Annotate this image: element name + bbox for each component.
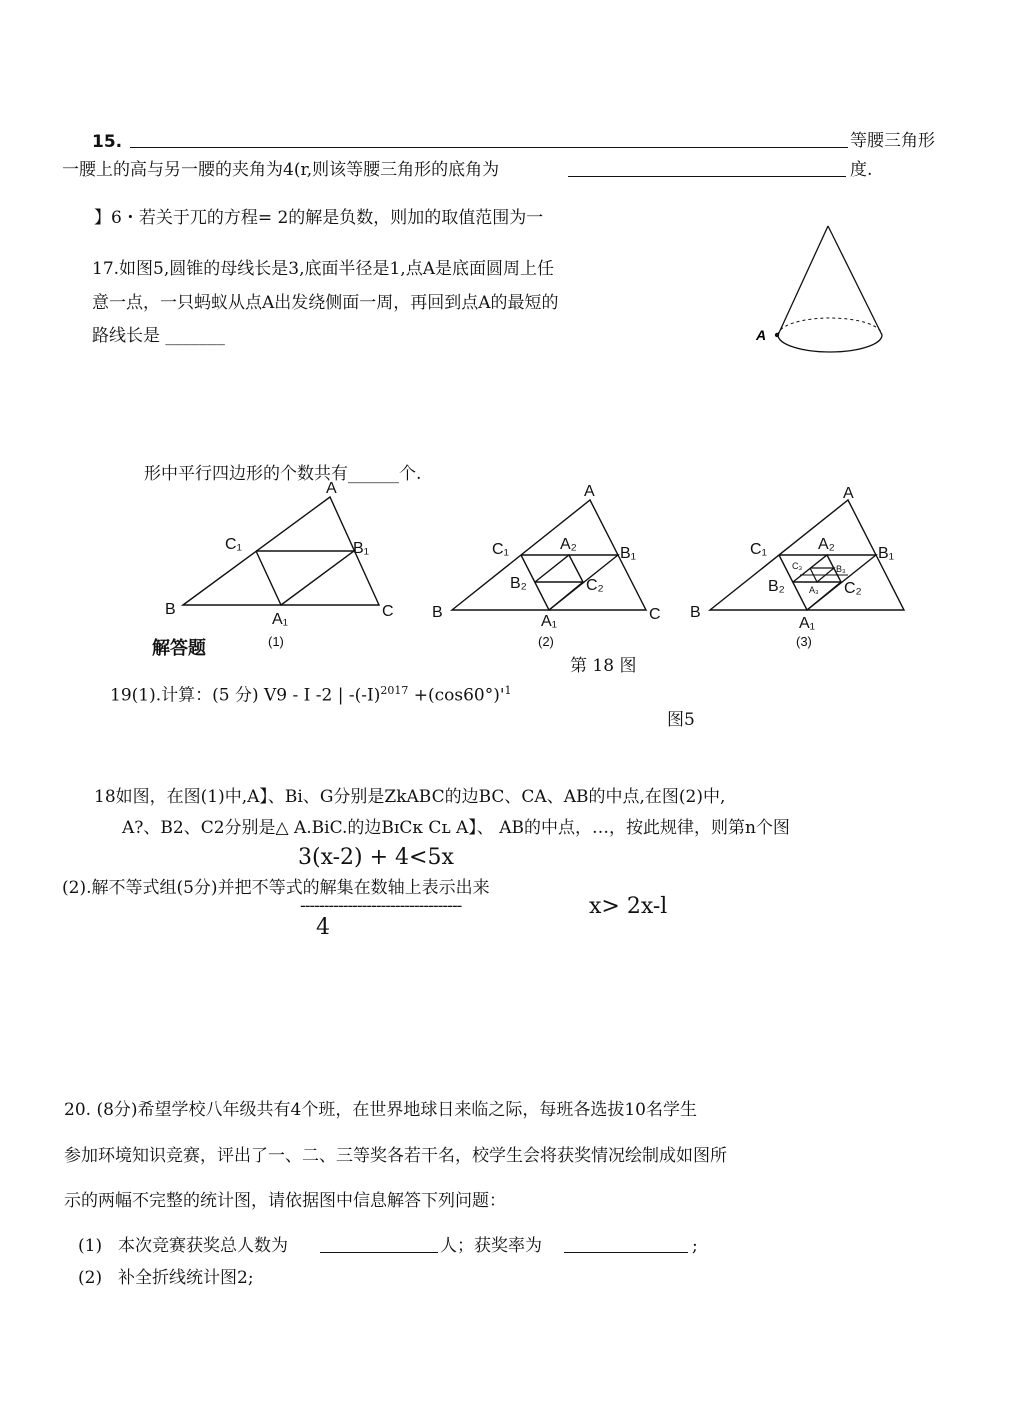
fig18-sub1: (1)	[268, 634, 284, 649]
q20-sub1-b: 人；获奖率为	[440, 1236, 542, 1256]
fig18-1-label-b: B	[165, 601, 176, 618]
fig18-2-label-c1: C₁	[492, 541, 509, 558]
q20-sub2-num: (2)	[78, 1268, 103, 1288]
fig18-3-label-b: B	[690, 604, 701, 621]
fig18-3-label-a1: A₁	[799, 615, 816, 632]
fig18-caption: 第 18 图	[570, 656, 637, 676]
q20-sub2: 补全折线统计图2;	[118, 1268, 254, 1288]
q20-sub1-c: ;	[692, 1236, 698, 1256]
fig18-3-label-c3: C₃	[792, 561, 803, 571]
fig18-1-label-a1: A₁	[272, 611, 289, 628]
q15-blank-2	[568, 162, 846, 181]
fig18-3-label-c1: C₁	[750, 541, 767, 558]
fig18-1-label-b1: B₁	[353, 540, 370, 557]
q17-line2: 意一点，一只蚂蚁从点A出发绕侧面一周，再回到点A的最短的	[92, 293, 559, 313]
q19-rest: +(cos60°)'	[408, 685, 505, 706]
fig18-2-label-b1: B₁	[620, 545, 637, 562]
fig18-2-label-c2: C₂	[586, 577, 604, 594]
fig18-2-label-a2: A₂	[560, 536, 577, 553]
ineq-right: x> 2x-l	[589, 894, 668, 919]
fig18-3-label-a: A	[843, 485, 854, 502]
fig18-2-label-b: B	[432, 604, 443, 621]
q19-exp2: 1	[504, 684, 512, 697]
q20-line2: 参加环境知识竞赛，评出了一、二、三等奖各若干名，校学生会将获奖情况绘制成如图所	[64, 1146, 727, 1166]
fig18-3-label-a3: A₃	[809, 585, 819, 595]
q15-line2-end: 度.	[850, 160, 873, 180]
fig18-2-label-b2: B₂	[510, 575, 527, 592]
fig18-3-label-b3: B₃	[836, 564, 846, 574]
fig18-3-label-a2: A₂	[818, 536, 835, 553]
fig5-label: 图5	[667, 710, 695, 730]
q15-number: 15.	[92, 132, 123, 152]
fig18-1-label-c1: C₁	[225, 536, 242, 553]
q15-blank-1	[130, 133, 848, 152]
q18-top-text: 形中平行四边形的个数共有______个.	[144, 464, 422, 484]
q20-sub1-blank2	[564, 1238, 688, 1257]
fig18-2-label-c: C	[649, 606, 661, 623]
q18-line1: 18如图，在图(1)中,A】、Bi、G分别是ZkABC的边BC、CA、AB的中点,在图(2)中,	[94, 787, 726, 807]
q17-line1: 17.如图5,圆锥的母线长是3,底面半径是1,点A是底面圆周上任	[92, 259, 554, 279]
fig18-3-label-b2: B₂	[768, 578, 785, 595]
fig18-2-label-a: A	[584, 483, 595, 500]
q19-label: 19(1).计算：(5 分) V9 - I -2 | -(-I)	[110, 685, 381, 706]
ineq-bottom: 4	[316, 915, 330, 940]
cone-label-a: A	[756, 327, 767, 343]
fig18-sub2: (2)	[538, 634, 554, 649]
q20-line1: 20. (8分)希望学校八年级共有4个班，在世界地球日来临之际，每班各选拔10名学生	[64, 1100, 697, 1120]
ineq-dashes: ----------------------------------	[300, 896, 462, 916]
fig18-1-label-c: C	[382, 603, 394, 620]
q20-sub1-a: 本次竞赛获奖总人数为	[118, 1236, 288, 1256]
fig18-2-label-a1: A₁	[541, 613, 558, 630]
fig18-1-label-a: A	[326, 480, 337, 497]
cone-figure	[750, 218, 900, 363]
q20-sub1-num: (1)	[78, 1236, 103, 1256]
fig18	[150, 478, 930, 678]
q15-line2: 一腰上的高与另一腰的夹角为4(r,则该等腰三角形的底角为	[62, 160, 500, 180]
fig18-3-label-c2: C₂	[844, 580, 862, 597]
q15-tail: 等腰三角形	[850, 131, 935, 151]
ineq-top: 3(x-2) + 4<5x	[298, 845, 454, 870]
q17-line3: 路线长是 _______	[92, 326, 225, 346]
q20-sub1-blank1	[320, 1238, 438, 1257]
q16-text: 】6・若关于兀的方程= 2的解是负数，则加的取值范围为一	[94, 208, 544, 228]
q19-exp: 2017	[380, 684, 409, 697]
ineq-label: (2).解不等式组(5分)并把不等式的解集在数轴上表示出来	[62, 878, 490, 898]
q18-line2: A?、B2、C2分别是△ A.BiC.的边BɪCκ Cʟ A】、 AB的中点，…，按此规律，则第n个图	[122, 818, 790, 838]
q19-text	[110, 685, 512, 705]
fig18-sub3: (3)	[796, 634, 812, 649]
q20-line3: 示的两幅不完整的统计图，请依据图中信息解答下列问题：	[64, 1191, 506, 1211]
section-title: 解答题	[152, 638, 206, 659]
fig18-3-label-b1: B₁	[878, 545, 895, 562]
